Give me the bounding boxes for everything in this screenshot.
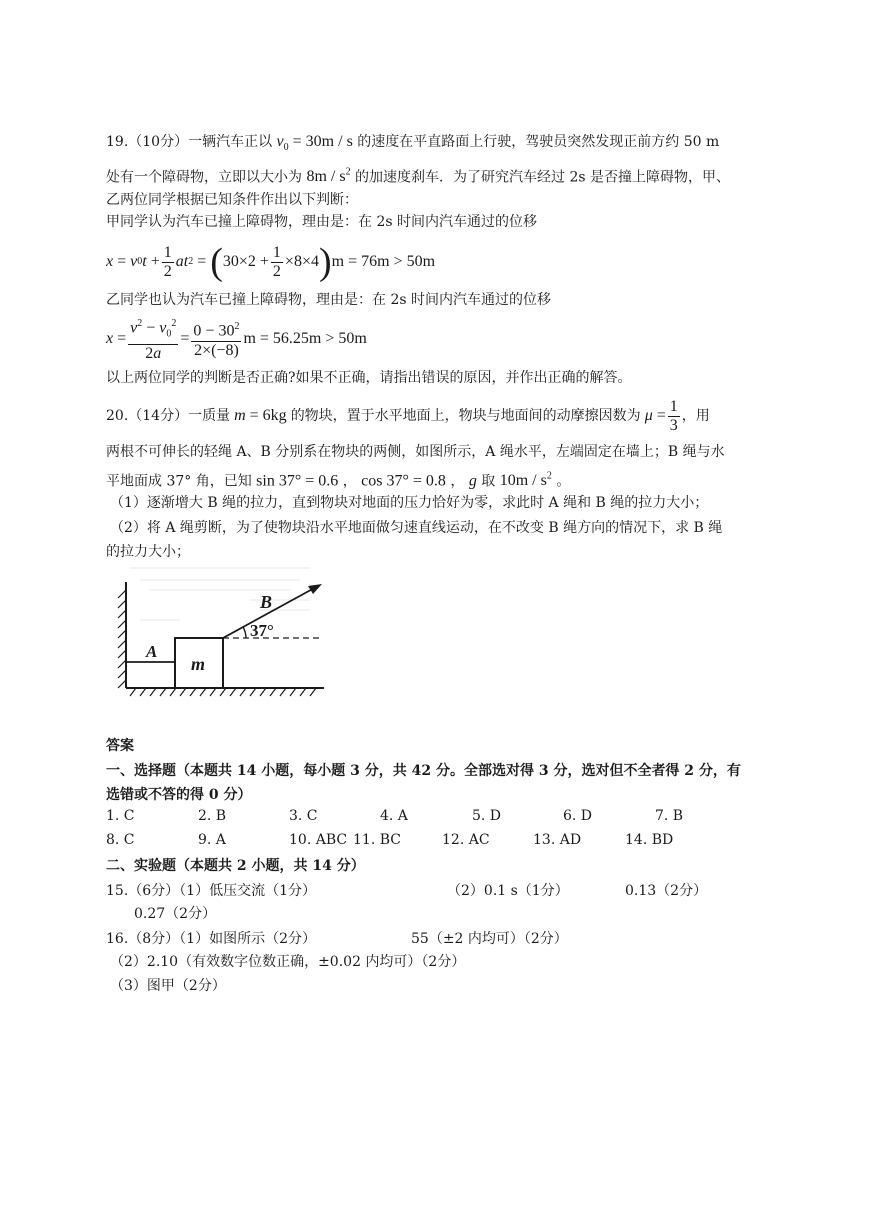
ground-hatching: [130, 688, 316, 696]
q20-line1: 20.（14分）一质量 m = 6kg 的物块，置于水平地面上，物块与地面间的动摩擦因数为 μ = $\frac{1}{3}$ ，用: [106, 397, 710, 434]
answer-10: 10. ABC: [289, 832, 348, 848]
q20-line2: 两根不可伸长的轻绳 A、B 分别系在物块的两侧，如图所示，A 绳水平，左端固定在墙上；B 绳与水: [106, 444, 725, 460]
answer-3: 3. C: [289, 808, 318, 824]
formula-mu: μ = $\frac{1}{3}$: [644, 397, 678, 434]
answer-13: 13. AD: [533, 832, 582, 848]
formula-accel: $8m / s^2$: [306, 167, 351, 186]
angle-arc: [243, 627, 246, 638]
formula-mass: m = 6kg: [234, 407, 291, 424]
answer-5: 5. D: [472, 808, 502, 824]
q19-line3: 乙两位同学根据已知条件作出以下判断：: [106, 192, 358, 208]
formula-jia: x = v 0 t + $\frac{1}{2}$ at 2 = ( 30×2 + $\frac{1}{2}$ ×8×4 ) m = 76m > 50m: [106, 241, 436, 283]
section1-title-b: 选错或不答的得 0 分）: [106, 787, 252, 803]
q19-line6: 乙同学也认为汽车已撞上障碍物，理由是：在 2s 时间内汽车通过的位移: [106, 292, 551, 308]
formula-g-value: $10m / s^2$: [499, 471, 552, 490]
block-label: m: [191, 654, 206, 674]
q19-line2: 处有一个障碍物，立即以大小为 $8m / s^2$ 的加速度刹车．为了研究汽车经过 2s 是否撞上障碍物，甲、: [106, 167, 731, 186]
rope-a-label: A: [146, 642, 158, 661]
answer-7: 7. B: [655, 808, 684, 824]
wall-hatching: [118, 590, 126, 688]
formula-sin: sin 37° = 0.6: [256, 472, 339, 490]
formula-cos: cos 37° = 0.8: [361, 472, 446, 490]
q16-part3: （3）图甲（2分）: [110, 978, 226, 994]
q20-part2-a: （2）将 A 绳剪断，为了使物块沿水平地面做匀速直线运动，在不改变 B 绳方向的情况下，求 B 绳: [110, 520, 723, 536]
answer-2: 2. B: [198, 808, 227, 824]
q15-part4: 0.27（2分）: [134, 906, 217, 922]
answer-8: 8. C: [106, 832, 135, 848]
answer-14: 14. BD: [625, 832, 674, 848]
q16-part2: （2）2.10（有效数字位数正确，±0.02 内均可）（2分）: [110, 954, 466, 970]
answer-12: 12. AC: [442, 832, 490, 848]
bleed-through-texture: [130, 568, 310, 620]
formula-v0: $v_0 = 30m / s$: [276, 133, 353, 154]
arrow-head: [308, 584, 322, 594]
q20-part1: （1）逐渐增大 B 绳的拉力，直到物块对地面的压力恰好为零，求此时 A 绳和 B 绳的拉力大小；: [110, 495, 709, 511]
q16-part1: 16.（8分）（1）如图所示（2分）: [106, 931, 316, 947]
q15-part3: 0.13（2分）: [625, 883, 708, 899]
q19-line1: 19.（10分）一辆汽车正以 $v_0 = 30m / s$ 的速度在平直路面上行驶，驾驶员突然发现正前方约 50 m: [106, 133, 720, 154]
q20-part2-b: 的拉力大小；: [106, 544, 190, 560]
answer-4: 4. A: [380, 808, 408, 824]
answer-11: 11. BC: [353, 832, 401, 848]
section1-title-a: 一、选择题（本题共 14 小题，每小题 3 分，共 42 分。全部选对得 3 分，选对但不全者得 2 分，有: [106, 763, 741, 779]
q19-line4: 甲同学认为汽车已撞上障碍物，理由是：在 2s 时间内汽车通过的位移: [106, 214, 537, 230]
q20-line3: 平地面成 37° 角，已知 sin 37° = 0.6 ， cos 37° = 0.8 ， g 取 $10m / s^2$ 。: [106, 471, 571, 490]
rope-b-label: B: [260, 592, 273, 612]
answer-9: 9. A: [198, 832, 226, 848]
section2-title: 二、实验题（本题共 2 小题，共 14 分）: [106, 858, 365, 874]
q15-part1: 15.（6分）（1）低压交流（1分）: [106, 883, 316, 899]
answer-1: 1. C: [106, 808, 135, 824]
symbol-g: g: [468, 472, 477, 490]
q19-line8: 以上两位同学的判断是否正确?如果不正确，请指出错误的原因，并作出正确的解答。: [106, 370, 632, 386]
q16-part1-b: 55（±2 内均可）（2分）: [411, 931, 568, 947]
rope-block-figure: [100, 560, 340, 710]
answers-heading: 答案: [106, 738, 134, 754]
angle-label: 37°: [250, 621, 274, 640]
formula-yi: x = $\frac{v^2 - v_0^2}{2a}$ = $\frac{0 - 30^2}{2\times(-8)}$ m = 56.25m > 50m: [106, 316, 367, 362]
answer-6: 6. D: [563, 808, 593, 824]
q15-part2: （2）0.1 s（1分）: [447, 883, 569, 899]
